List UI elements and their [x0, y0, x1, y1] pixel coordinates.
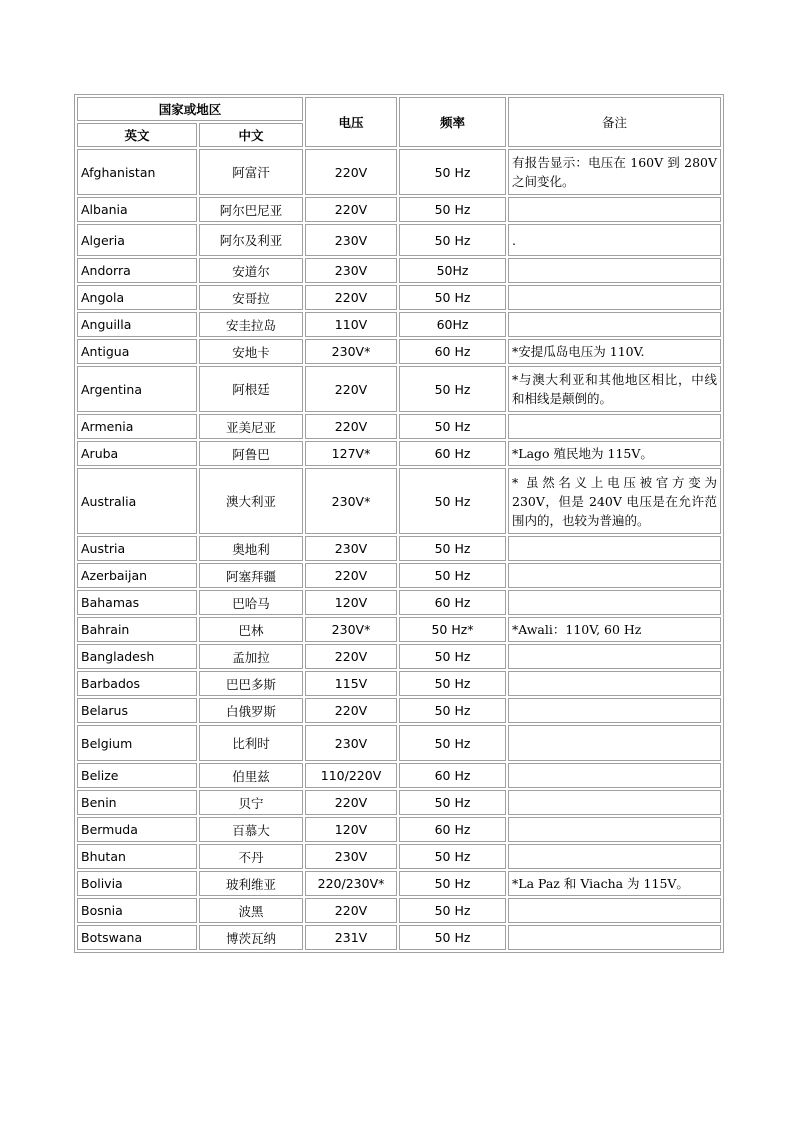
- voltage-cell: 110/220V: [305, 763, 397, 788]
- note-cell: [508, 285, 721, 310]
- note-cell: .: [508, 224, 721, 256]
- country-chinese: 比利时: [199, 725, 303, 761]
- voltage-cell: 115V: [305, 671, 397, 696]
- frequency-cell: 60 Hz: [399, 763, 506, 788]
- frequency-cell: 50 Hz: [399, 149, 506, 195]
- table-row: [77, 790, 721, 815]
- table-row: [77, 725, 721, 761]
- table-row: [77, 671, 721, 696]
- country-english: Bahrain: [77, 617, 197, 642]
- country-english: Andorra: [77, 258, 197, 283]
- voltage-cell: 120V: [305, 817, 397, 842]
- voltage-cell: 231V: [305, 925, 397, 950]
- country-english: Belarus: [77, 698, 197, 723]
- voltage-cell: 220V: [305, 366, 397, 412]
- note-cell: [508, 644, 721, 669]
- country-english: Angola: [77, 285, 197, 310]
- country-english: Bermuda: [77, 817, 197, 842]
- voltage-cell: 230V*: [305, 339, 397, 364]
- country-chinese: 巴哈马: [199, 590, 303, 615]
- table-row: [77, 563, 721, 588]
- note-cell: [508, 817, 721, 842]
- table-row: [77, 339, 721, 364]
- table-row: [77, 644, 721, 669]
- note-cell: [508, 197, 721, 222]
- voltage-cell: 230V: [305, 536, 397, 561]
- country-chinese: 阿塞拜疆: [199, 563, 303, 588]
- header-country: 国家或地区: [77, 97, 303, 121]
- country-chinese: 孟加拉: [199, 644, 303, 669]
- table-row: [77, 898, 721, 923]
- voltage-cell: 220/230V*: [305, 871, 397, 896]
- country-english: Bosnia: [77, 898, 197, 923]
- note-cell: [508, 312, 721, 337]
- frequency-cell: 50 Hz: [399, 285, 506, 310]
- country-english: Antigua: [77, 339, 197, 364]
- note-cell: *与澳大利亚和其他地区相比，中线和相线是颠倒的。: [508, 366, 721, 412]
- country-chinese: 博茨瓦纳: [199, 925, 303, 950]
- frequency-cell: 50 Hz: [399, 644, 506, 669]
- header-frequency: 频率: [399, 97, 506, 147]
- note-cell: [508, 590, 721, 615]
- table-row: [77, 149, 721, 195]
- country-english: Anguilla: [77, 312, 197, 337]
- country-chinese: 阿根廷: [199, 366, 303, 412]
- country-chinese: 安圭拉岛: [199, 312, 303, 337]
- frequency-cell: 50 Hz: [399, 366, 506, 412]
- table-row: [77, 871, 721, 896]
- note-cell: [508, 698, 721, 723]
- voltage-cell: 230V: [305, 224, 397, 256]
- note-cell: [508, 898, 721, 923]
- frequency-cell: 60 Hz: [399, 817, 506, 842]
- header-notes: 备注: [508, 97, 721, 147]
- table-row: [77, 258, 721, 283]
- frequency-cell: 50 Hz: [399, 844, 506, 869]
- note-cell: [508, 563, 721, 588]
- country-english: Benin: [77, 790, 197, 815]
- country-english: Belgium: [77, 725, 197, 761]
- frequency-cell: 60 Hz: [399, 441, 506, 466]
- voltage-frequency-table-container: [74, 94, 720, 953]
- note-cell: [508, 414, 721, 439]
- note-cell: *Awali：110V, 60 Hz: [508, 617, 721, 642]
- country-english: Armenia: [77, 414, 197, 439]
- country-chinese: 阿富汗: [199, 149, 303, 195]
- frequency-cell: 60 Hz: [399, 590, 506, 615]
- country-chinese: 阿尔及利亚: [199, 224, 303, 256]
- country-chinese: 伯里兹: [199, 763, 303, 788]
- frequency-cell: 60 Hz: [399, 339, 506, 364]
- frequency-cell: 50 Hz: [399, 725, 506, 761]
- country-chinese: 安地卡: [199, 339, 303, 364]
- country-english: Albania: [77, 197, 197, 222]
- table-row: [77, 285, 721, 310]
- country-english: Algeria: [77, 224, 197, 256]
- voltage-cell: 220V: [305, 285, 397, 310]
- voltage-cell: 230V: [305, 725, 397, 761]
- voltage-cell: 110V: [305, 312, 397, 337]
- table-row: [77, 763, 721, 788]
- table-row: [77, 414, 721, 439]
- country-english: Bolivia: [77, 871, 197, 896]
- table-row: [77, 698, 721, 723]
- country-english: Barbados: [77, 671, 197, 696]
- frequency-cell: 50 Hz: [399, 871, 506, 896]
- voltage-cell: 230V: [305, 258, 397, 283]
- country-chinese: 安哥拉: [199, 285, 303, 310]
- voltage-cell: 230V*: [305, 468, 397, 534]
- frequency-cell: 50 Hz: [399, 790, 506, 815]
- frequency-cell: 50 Hz: [399, 536, 506, 561]
- voltage-cell: 220V: [305, 698, 397, 723]
- voltage-cell: 220V: [305, 644, 397, 669]
- voltage-cell: 220V: [305, 563, 397, 588]
- country-chinese: 巴巴多斯: [199, 671, 303, 696]
- frequency-cell: 50Hz: [399, 258, 506, 283]
- voltage-cell: 127V*: [305, 441, 397, 466]
- note-cell: [508, 844, 721, 869]
- header-english: 英文: [77, 123, 197, 147]
- country-english: Austria: [77, 536, 197, 561]
- header-voltage: 电压: [305, 97, 397, 147]
- voltage-cell: 220V: [305, 149, 397, 195]
- country-chinese: 阿尔巴尼亚: [199, 197, 303, 222]
- voltage-cell: 220V: [305, 790, 397, 815]
- voltage-cell: 220V: [305, 197, 397, 222]
- note-cell: [508, 258, 721, 283]
- note-cell: 有报告显示：电压在 160V 到 280V之间变化。: [508, 149, 721, 195]
- table-row: [77, 468, 721, 534]
- country-chinese: 玻利维亚: [199, 871, 303, 896]
- frequency-cell: 50 Hz*: [399, 617, 506, 642]
- header-chinese: 中文: [199, 123, 303, 147]
- note-cell: *La Paz 和 Viacha 为 115V。: [508, 871, 721, 896]
- country-english: Australia: [77, 468, 197, 534]
- frequency-cell: 50 Hz: [399, 698, 506, 723]
- frequency-cell: 50 Hz: [399, 414, 506, 439]
- country-english: Azerbaijan: [77, 563, 197, 588]
- table-row: [77, 817, 721, 842]
- frequency-cell: 50 Hz: [399, 197, 506, 222]
- country-english: Bangladesh: [77, 644, 197, 669]
- country-chinese: 贝宁: [199, 790, 303, 815]
- voltage-frequency-table: [74, 94, 724, 953]
- frequency-cell: 50 Hz: [399, 563, 506, 588]
- note-cell: [508, 671, 721, 696]
- frequency-cell: 50 Hz: [399, 671, 506, 696]
- note-cell: [508, 536, 721, 561]
- country-chinese: 安道尔: [199, 258, 303, 283]
- country-chinese: 澳大利亚: [199, 468, 303, 534]
- frequency-cell: 50 Hz: [399, 224, 506, 256]
- note-cell: *Lago 殖民地为 115V。: [508, 441, 721, 466]
- country-english: Botswana: [77, 925, 197, 950]
- frequency-cell: 60Hz: [399, 312, 506, 337]
- country-english: Afghanistan: [77, 149, 197, 195]
- table-row: [77, 441, 721, 466]
- country-english: Bhutan: [77, 844, 197, 869]
- country-english: Belize: [77, 763, 197, 788]
- note-cell: [508, 925, 721, 950]
- table-row: [77, 366, 721, 412]
- table-row: [77, 197, 721, 222]
- table-row: [77, 536, 721, 561]
- country-english: Argentina: [77, 366, 197, 412]
- table-row: [77, 312, 721, 337]
- table-row: [77, 844, 721, 869]
- country-chinese: 奥地利: [199, 536, 303, 561]
- voltage-cell: 220V: [305, 414, 397, 439]
- table-row: [77, 925, 721, 950]
- country-chinese: 不丹: [199, 844, 303, 869]
- note-cell: [508, 725, 721, 761]
- country-english: Aruba: [77, 441, 197, 466]
- frequency-cell: 50 Hz: [399, 898, 506, 923]
- frequency-cell: 50 Hz: [399, 925, 506, 950]
- voltage-cell: 220V: [305, 898, 397, 923]
- note-cell: [508, 763, 721, 788]
- table-row: [77, 590, 721, 615]
- table-row: [77, 224, 721, 256]
- country-chinese: 阿鲁巴: [199, 441, 303, 466]
- country-chinese: 百慕大: [199, 817, 303, 842]
- country-chinese: 亚美尼亚: [199, 414, 303, 439]
- voltage-cell: 120V: [305, 590, 397, 615]
- country-english: Bahamas: [77, 590, 197, 615]
- voltage-cell: 230V: [305, 844, 397, 869]
- country-chinese: 波黑: [199, 898, 303, 923]
- note-cell: * 虽然名义上电压被官方变为 230V，但是 240V 电压是在允许范围内的，也较为普遍的。: [508, 468, 721, 534]
- note-cell: [508, 790, 721, 815]
- table-row: [77, 617, 721, 642]
- country-chinese: 白俄罗斯: [199, 698, 303, 723]
- frequency-cell: 50 Hz: [399, 468, 506, 534]
- country-chinese: 巴林: [199, 617, 303, 642]
- note-cell: *安提瓜岛电压为 110V.: [508, 339, 721, 364]
- voltage-cell: 230V*: [305, 617, 397, 642]
